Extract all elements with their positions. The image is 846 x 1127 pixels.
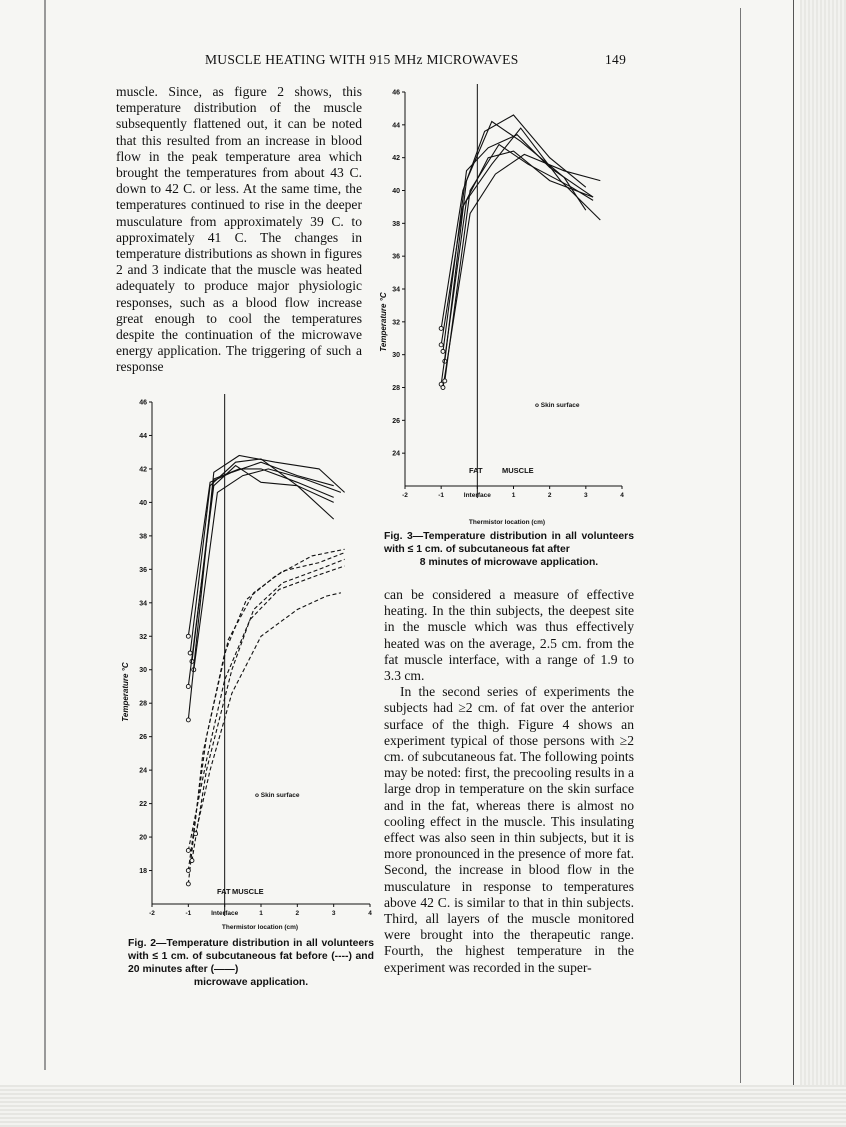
fig2-skin-point-7 [186,882,190,886]
fig2-skin-label: o Skin surface [255,792,300,799]
fig2-caption-tail: microwave application. [193,977,309,988]
fig2-xlabel: Thermistor location (cm) [221,924,299,931]
fig2-ylabel: Temperature °C [121,662,130,722]
binding-line [740,8,741,1083]
right-column-text [384,587,634,976]
fig2-ytick-label: 20 [139,834,147,842]
fig2-skin-point-5 [186,684,190,688]
fig3-xtick-label: 4 [620,492,624,499]
fig2-series-line-5 [188,466,333,687]
fig2-ytick-label: 28 [139,700,147,708]
scan-right-margin [800,0,846,1127]
fig2-xtick-label: 2 [295,910,300,917]
fig3-skin-point-6 [441,386,445,390]
fig2-series-line-6 [188,456,344,720]
fig2-fat-label: FAT [217,887,231,896]
fig2-series-line-7 [188,549,344,884]
fig2-ytick-label: 24 [139,767,147,775]
fig3-series-line-2 [441,151,593,345]
left-paragraph: muscle. Since, as figure 2 shows, this temperature distribution of the muscle subsequently flattened out, it can be noted that this resulted from an increase in blood flow in the peak temperature area which brought the temperatures from about 43 C. down to 42 C. or less. At the same time, the temperatures continued to rise in the deeper musculature from approximately 39 C. to approximately 41 C. The changes in temperature distributions as shown in figures 2 and 3 indicate that the muscle was heated adequately to produce major physiologic responses, such as a blood flow increase great enough to cool the temperatures despite the continuation of the microwave energy application. The triggering of such a response [116,84,362,375]
fig2-xtick-label: 3 [331,910,336,917]
fig2-skin-point-1 [186,634,190,638]
fig3-xtick-label: -1 [438,492,445,499]
fig3-ytick-label: 36 [392,253,400,261]
fig2-muscle-label: MUSCLE [232,887,264,896]
figure-2-caption [128,937,374,989]
right-paragraph-2: In the second series of experiments the subjects had ≥2 cm. of fat over the anterior surface of the thigh. Figure 4 shows an experiment typical of those persons with ≥2 cm. of subcutaneous fat. The following points may be noted: first, the precooling results in a large drop in temperature on the skin surface and in the fat, whereas there is almost no cooling effect in the muscle. This insulating effect was also seen in thin subjects, but it is more pronounced in the presence of more fat. Second, the increase in blood flow in the musculature in response to temperatures above 42 C. is similar to that in thin subjects. Third, all layers of the muscle monitored were brought into the therapeutic range. Fourth, the highest temperature in the experiment was recorded in the super- [384,684,634,975]
fig2-ytick-label: 22 [139,801,147,809]
fig3-ytick-label: 46 [392,89,400,97]
fig3-xtick-label: 3 [584,492,588,499]
fig2-xtick-label: Interface [211,910,239,917]
running-title: MUSCLE HEATING WITH 915 MHz MICROWAVES [205,52,519,67]
fig2-ytick-label: 30 [139,667,147,675]
binding-line-outer [793,0,794,1085]
fig3-skin-point-7 [443,379,447,383]
fig3-ytick-label: 34 [392,286,400,294]
figure-3-chart [372,82,634,528]
page-number: 149 [605,52,627,67]
fig3-fat-label: FAT [469,466,483,475]
fig2-ytick-label: 32 [139,633,147,641]
fig3-xtick-label: Interface [463,492,491,499]
fig2-ytick-label: 26 [139,734,147,742]
fig2-skin-point-8 [186,869,190,873]
fig3-caption-text: Fig. 3—Temperature distribution in all volunteers with ≤ 1 cm. of subcutaneous fat after [384,531,634,555]
left-column-text [116,84,362,376]
fig3-skin-point-3 [441,349,445,353]
fig3-xtick-label: 2 [547,492,552,499]
fig3-ytick-label: 32 [392,319,400,327]
fig3-ytick-label: 28 [392,385,400,392]
fig3-ytick-label: 26 [392,417,400,425]
scan-bottom-margin [0,1085,846,1127]
fig3-xlabel: Thermistor location (cm) [468,519,546,526]
fig2-series-line-9 [192,559,345,860]
fig2-skin-point-2 [188,651,192,655]
fig3-ytick-label: 40 [392,188,400,195]
fig2-xtick-label: -1 [185,910,192,917]
fig2-series-line-8 [188,553,344,871]
fig2-ytick-label: 42 [139,466,147,474]
fig2-series-line-4 [194,469,341,670]
right-paragraph-1: can be considered a measure of effective heating. In the thin subjects, the deepest site in the muscle which was thus effectively heated was on the average, 2.5 cm. from the fat muscle interface, with a range of 1.9 to 3.3 cm. [384,587,634,684]
fig3-series-line-5 [441,128,600,384]
fig3-skin-point-1 [439,326,443,330]
fig2-skin-point-11 [194,832,198,836]
figure-2-chart [112,392,382,932]
fig2-skin-point-9 [190,858,194,862]
fig3-ytick-label: 44 [392,122,400,130]
fig3-series-line-6 [443,154,600,387]
fig2-ytick-label: 36 [139,566,147,574]
fig3-skin-label: o Skin surface [535,402,580,409]
figure-3-caption [384,530,634,569]
fig2-xtick-label: -2 [149,910,155,917]
fig2-ytick-label: 38 [139,533,147,541]
fig2-series-line-3 [192,469,334,662]
page-left-edge [44,0,46,1070]
fig3-ytick-label: 24 [392,450,400,458]
fig3-ylabel: Temperature °C [379,292,388,352]
fig3-skin-point-2 [439,343,443,347]
fig2-caption-text: Fig. 2—Temperature distribution in all volunteers with ≤ 1 cm. of subcutaneous fat before (----) and 20 minutes after (——) [128,938,374,975]
fig2-series-line-10 [188,566,344,851]
fig2-skin-point-10 [186,848,190,852]
fig2-ytick-label: 40 [139,499,147,507]
fig2-xtick-label: 1 [259,910,263,917]
fig2-ytick-label: 44 [139,432,147,440]
fig2-xtick-label: 4 [368,910,372,917]
fig2-ytick-label: 34 [139,600,147,608]
fig3-xtick-label: 1 [511,492,516,499]
fig3-series-line-1 [441,115,586,328]
fig3-ytick-label: 30 [392,352,400,360]
fig2-ytick-label: 18 [139,868,147,876]
fig2-skin-point-6 [186,718,190,722]
fig3-caption-tail: 8 minutes of microwave application. [419,557,599,568]
fig3-ytick-label: 42 [392,155,400,163]
fig3-ytick-label: 38 [392,220,400,228]
fig3-xtick-label: -2 [402,492,408,499]
fig3-muscle-label: MUSCLE [502,466,534,475]
fig2-ytick-label: 46 [139,399,147,407]
